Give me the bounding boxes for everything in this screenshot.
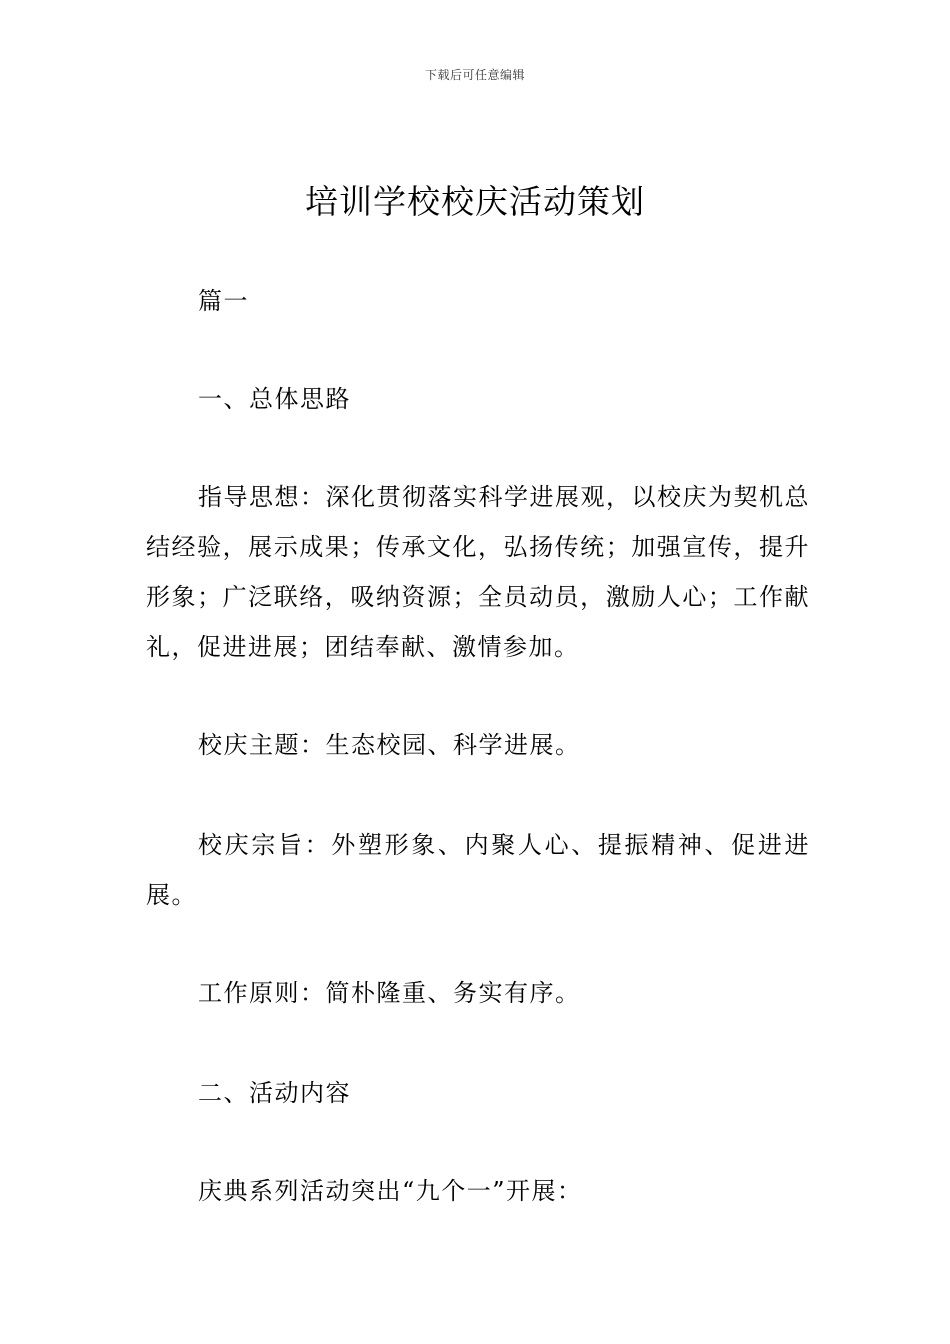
- heading-activity-content: 二、活动内容: [198, 1079, 351, 1107]
- header-note: 下载后可任意编辑: [424, 68, 525, 82]
- section-label: 篇一: [198, 287, 249, 315]
- paragraph-anniversary-purpose: 校庆宗旨：外塑形象、内聚人心、提振精神、促进进展。: [146, 831, 810, 909]
- document-title: 培训学校校庆活动策划: [305, 182, 645, 221]
- paragraph-celebration-series: 庆典系列活动突出“九个一”开展：: [198, 1177, 583, 1205]
- heading-overall-approach: 一、总体思路: [198, 385, 351, 413]
- paragraph-guiding-ideology: 指导思想：深化贯彻落实科学进展观，以校庆为契机总结经验，展示成果；传承文化，弘扬传统；加强宣传，提升形象；广泛联络，吸纳资源；全员动员，激励人心；工作献礼，促进进展；团结奉献、激情参加。: [146, 483, 810, 661]
- paragraph-work-principle: 工作原则：简朴隆重、务实有序。: [198, 979, 581, 1007]
- paragraph-anniversary-theme: 校庆主题：生态校园、科学进展。: [198, 731, 581, 759]
